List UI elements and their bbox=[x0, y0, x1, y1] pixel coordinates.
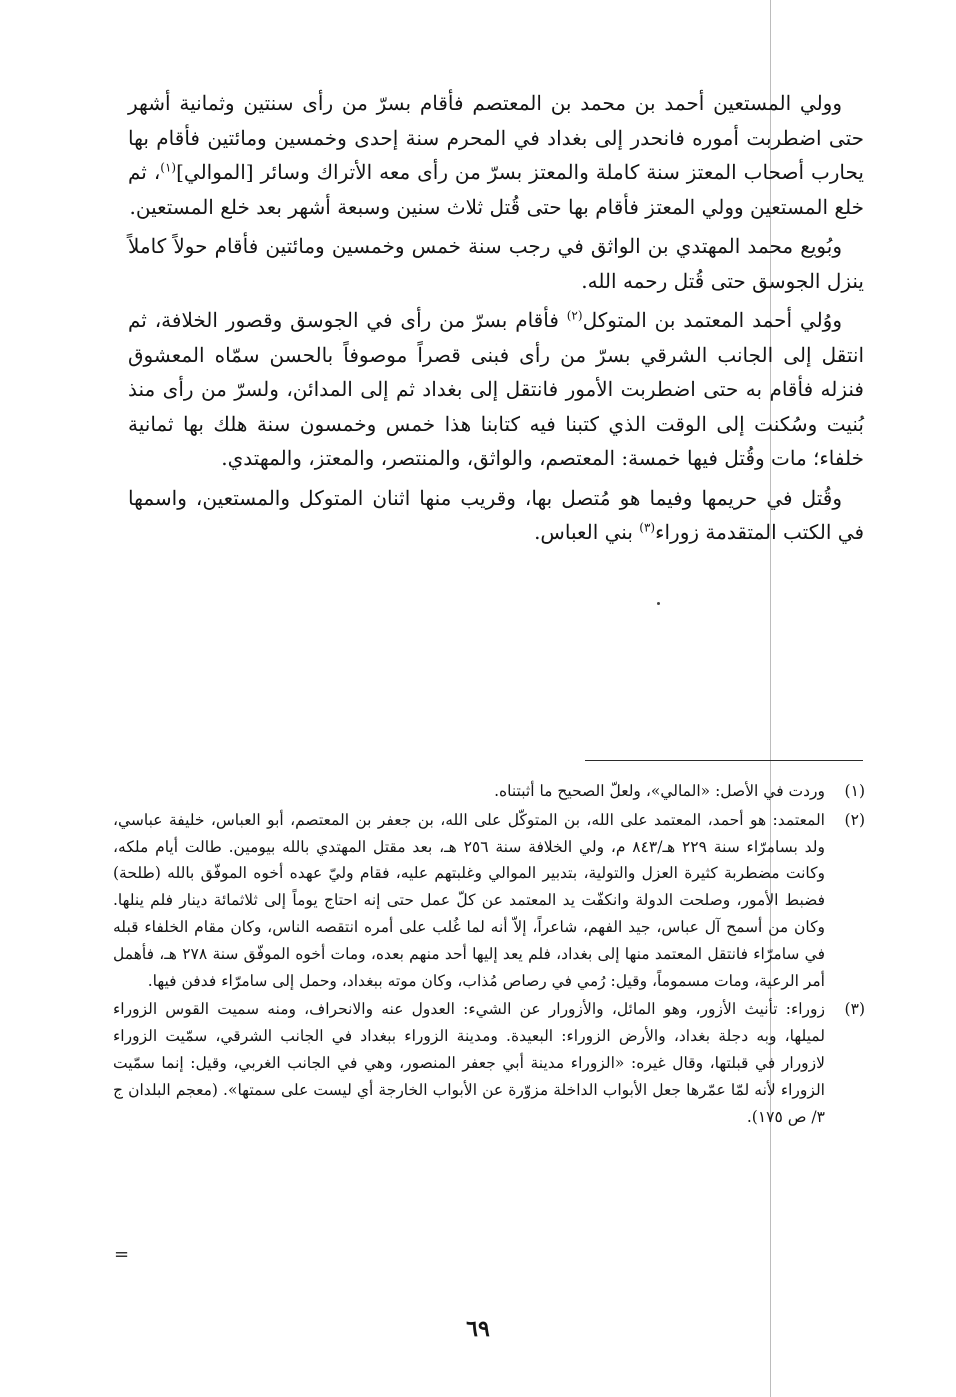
main-text bbox=[128, 86, 864, 550]
footnote-text: زوراء: تأنيث الأزور، وهو المائل، والأزورار عن الشيء: العدول عنه والانحراف، ومنه سميت القوس الزوراء لميلها، وبه دجلة بغداد، والأرض الزوراء: البعيدة. ومدينة الزوراء ببغداد في الجانب الشرقي، سمّيت الزوراء لازورار في قبلتها، وقال غيره: «الزوراء مدينة أبي جعفر المنصور، وهي في الجانب الغربي، وقيل: إنما سمّيت الزوراء لأنه لمّا عمّرها جعل الأبواب الداخلة مزوّرة عن الأبواب الخارجة أي ليست على سمتها». (معجم البلدان ج ٣/ ص ١٧٥). bbox=[113, 1000, 825, 1126]
paragraph-text: فأقام بسرّ من رأى في الجوسق وقصور الخلافة، ثم انتقل إلى الجانب الشرقي بسرّ من رأى فبنى قصراً موصوفاً بالحسن سمّاه المعشوق فنزله فأقام به حتى اضطربت الأمور فانتقل إلى بغداد ثم إلى المدائن، ولسرّ من رأى منذ بُنيت وسُكنت إلى الوقت الذي كتبنا فيه كتابنا هذا خمس وخمسون سنة هلك بها ثمانية خلفاء؛ مات وقُتل فيها خمسة: المعتصم، والواثق، والمنتصر، والمعتز، والمهتدي. bbox=[128, 308, 864, 470]
paragraph-text: ووُلي أحمد المعتمد بن المتوكل bbox=[582, 308, 842, 332]
footnotes bbox=[113, 778, 865, 1132]
footnote-text: المعتمد: هو أحمد، المعتمد على الله، بن المتوكّل على الله، بن جعفر بن المعتصم، أبو العباس، خليفة عباسي، ولد بسامرّاء سنة ٢٢٩ هـ/٨٤٣ م، ولي الخلافة سنة ٢٥٦ هـ، بعد مقتل المهتدي بالله بيومين. طالت أيام ملكه، وكانت مضطربة كثيرة العزل والتولية، بتدبير الموالي وغلبتهم عليه، فقام وليّ عهده أخوه الموفّق بالله (طلحة) فضبط الأمور، وصلحت الدولة وانكفّت يد المعتمد عن كلّ عمل حتى إنه احتاج يوماً إلى ثلاثمائة دينار فلم ينلها. وكان من أسمح آل عباس، جيد الفهم، شاعراً، إلاّ أنه لما غُلب على أمره انتقصه الناس، وكان مقام الخلفاء قبله في سامرّاء فانتقل المعتمد منها إلى بغداد، فلم يعد إليها أحد منهم بعده، ومات أخوه الموفّق سنة ٢٧٨ هـ، فأهمل أمر الرعية، ومات مسموماً، وقيل: رُمي في رصاص مُذاب، وكان موته ببغداد، وحمل إلى سامرّاء فدفن فيها. bbox=[113, 810, 825, 990]
footnote-number: (١) bbox=[844, 782, 865, 800]
footnote-number: (٢) bbox=[844, 810, 865, 829]
paragraph-mustain bbox=[128, 86, 864, 224]
paragraph-text: وولي المستعين أحمد بن محمد بن المعتصم فأقام بسرّ من رأى سنتين وثمانية أشهر حتى اضطربت أموره فانحدر إلى بغداد في المحرم سنة إحدى وخمسين ومائتين فأقام بها يحارب أصحاب المعتز سنة كاملة والمعتز بسرّ من رأى معه الأتراك وسائر [الموالي] bbox=[128, 91, 864, 184]
footnote-ref-3[interactable]: (٣) bbox=[639, 520, 656, 535]
paragraph-zawra bbox=[128, 481, 864, 550]
page-number: ٦٩ bbox=[466, 1316, 490, 1342]
footnote-2 bbox=[113, 807, 865, 995]
ink-speck bbox=[657, 602, 660, 605]
paragraph-mutamid bbox=[128, 303, 864, 476]
footnote-text: وردت في الأصل: «المالي»، ولعلّ الصحيح ما أثبتناه. bbox=[494, 782, 825, 800]
continuation-mark: = bbox=[114, 1244, 130, 1265]
footnote-number: (٣) bbox=[844, 1000, 865, 1019]
paragraph-text: وقُتل في حريمها وفيما هو مُتصل بها، وقريب منها اثنان المتوكل والمستعين، واسمها في الكتب المتقدمة زوراء bbox=[128, 485, 864, 544]
footnote-1 bbox=[113, 778, 865, 805]
footnote-ref-1[interactable]: (١) bbox=[160, 160, 177, 175]
paragraph-text: ، ثم خلع المستعين وولي المعتز فأقام بها حتى قُتل ثلاث سنين وسبعة أشهر بعد خلع المستعين. bbox=[128, 160, 864, 219]
footnote-3 bbox=[113, 996, 865, 1130]
paragraph-text: بني العباس. bbox=[534, 520, 640, 544]
paragraph-muhtadi bbox=[128, 229, 864, 298]
footnote-separator bbox=[585, 760, 863, 761]
footnote-ref-2[interactable]: (٢) bbox=[566, 308, 583, 323]
paragraph-text: وبُويع محمد المهتدي بن الواثق في رجب سنة خمس وخمسين ومائتين فأقام حولاً كاملاً ينزل الجوسق حتى قُتل رحمه الله. bbox=[128, 234, 864, 293]
